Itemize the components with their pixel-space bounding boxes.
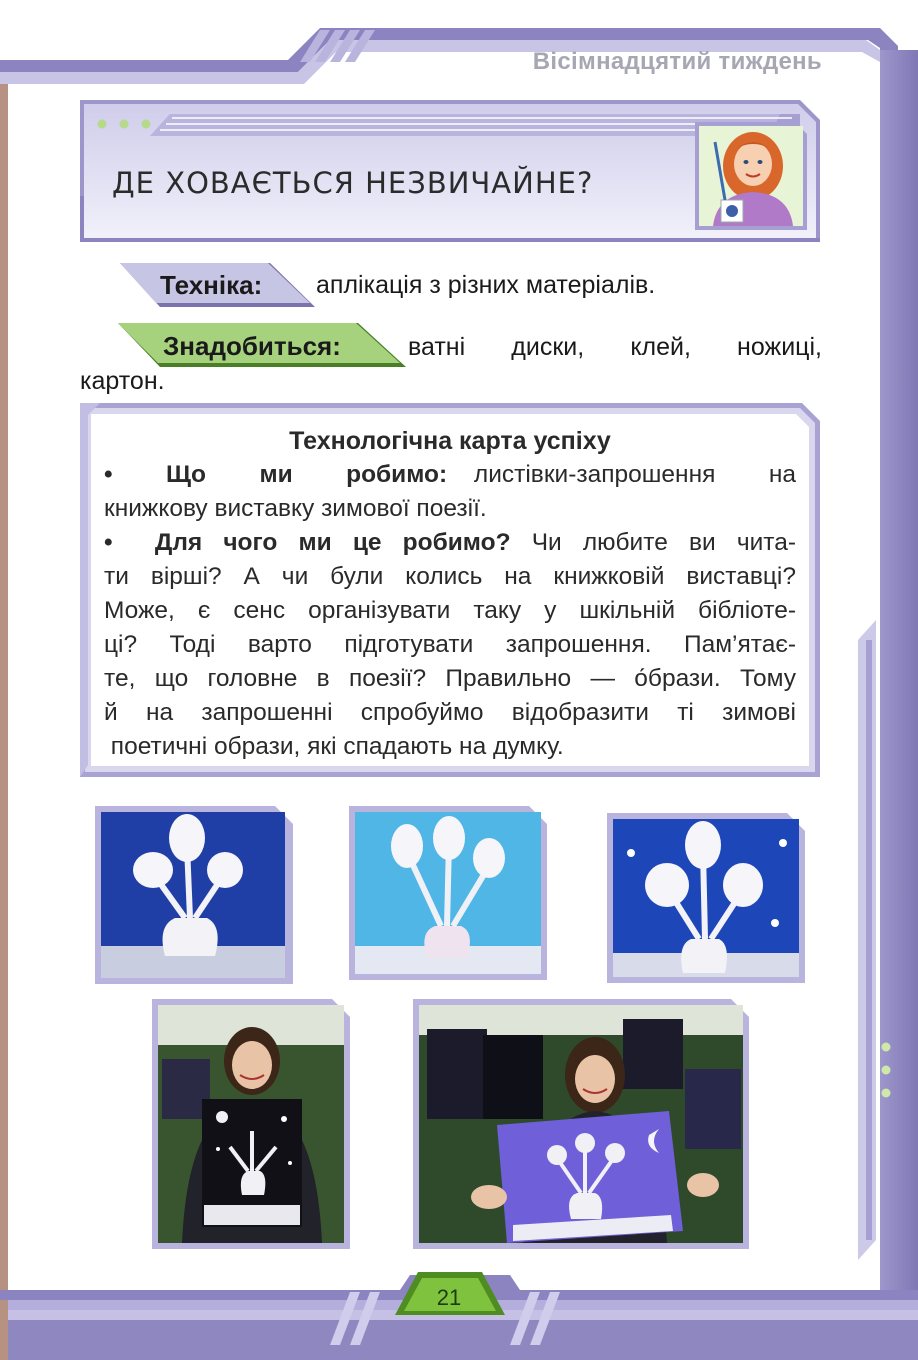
page-number: 21 [436,1285,462,1310]
card-what-text-2: книжкову виставку зимової поезії. [104,495,487,522]
card-line: й на запрошенні спробуймо відобразити ті зимові [104,699,796,726]
card-what-line1 [104,458,796,492]
technique-label: Техніка: [160,270,263,300]
card-title: Технологічна карта успіху [289,427,611,455]
card-line: Може, є сенс організувати таку у шкільній бібліоте- [104,597,796,624]
girl-with-black-card-photo [152,999,350,1249]
materials-text-line2: картон. [80,367,165,395]
card-line: поетичні образи, які спадають на думку. [104,733,564,760]
card-why-label: • Для чого ми це робимо? [104,529,511,556]
card-line: ці? Тоді варто підготувати запрошення. Пам’ятає- [104,631,796,658]
dot-2 [120,120,129,129]
dot-3 [142,120,151,129]
card-why-text-1: Чи любите ви чита- [510,529,796,556]
card-line: ти вірші? А чи були колись на книжковій виставці? [104,563,796,590]
page-title: ДЕ ХОВАЄТЬСЯ НЕЗВИЧАЙНЕ? [112,166,594,200]
cotton-flowers-photo-2 [349,806,547,980]
card-what-text-1: листівки-запрошення на [447,461,796,488]
materials-label: Знадобиться: [163,331,341,361]
cotton-flowers-photo-3 [607,813,805,983]
technique-text: аплікація з різних матеріалів. [316,271,656,299]
teacher-illustration [695,122,807,230]
materials-text-line1: ватні диски, клей, ножиці, [408,333,822,361]
dot-1 [98,120,107,129]
card-why-line1 [104,526,796,560]
week-title: Вісімнадцятий тиждень [532,48,822,75]
girl-with-purple-card-photo [413,999,749,1249]
card-what-label: • Що ми робимо: [104,461,448,488]
cotton-flowers-photo-1 [95,806,293,984]
card-line: те, що головне в поезії? Правильно — о́брази. Тому [104,665,796,692]
